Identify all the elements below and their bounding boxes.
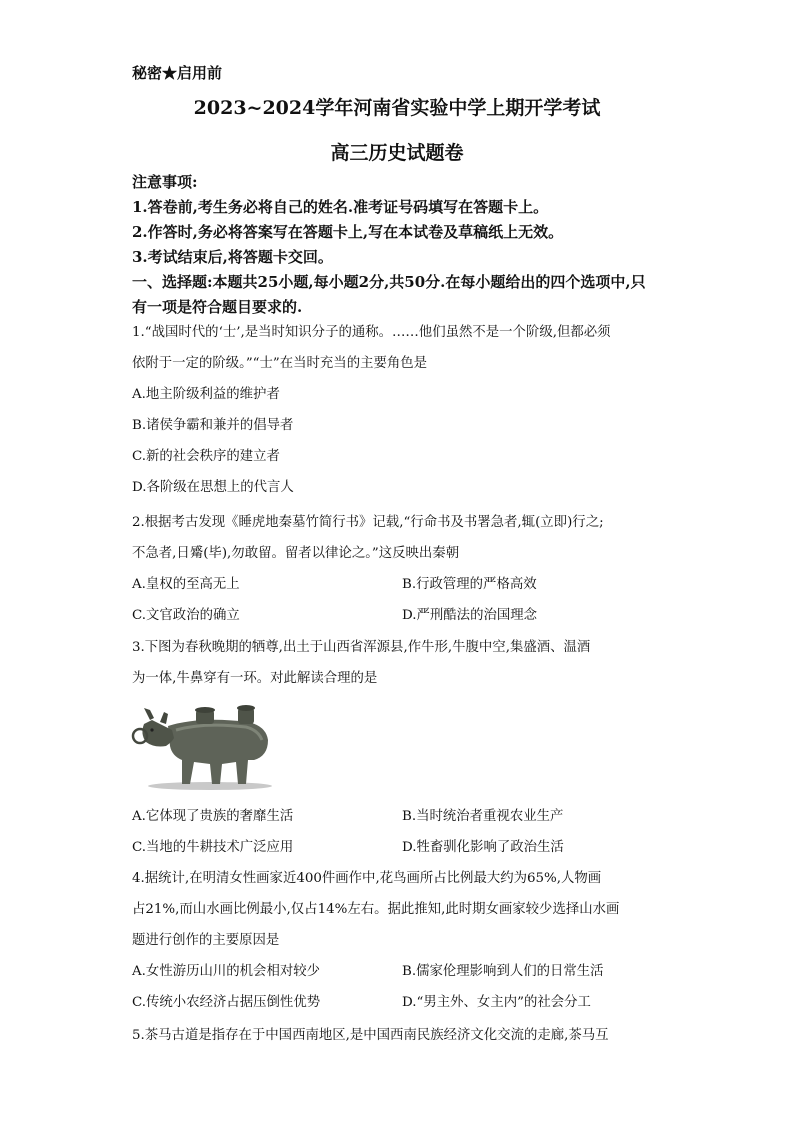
option-row [132, 801, 672, 832]
option-d: D.严刑酷法的治国理念 [402, 608, 538, 623]
exam-title: 2023~2024学年河南省实验中学上期开学考试 [193, 97, 601, 119]
question-5 [132, 1020, 672, 1051]
question-2 [132, 507, 672, 631]
option-row [132, 600, 672, 631]
notice-section [132, 170, 672, 320]
question-stem: 1.“战国时代的‘士’,是当时知识分子的通称。……他们虽然不是一个阶级,但都必须 [132, 325, 611, 340]
question-3-stem [132, 632, 672, 694]
confidential-label: 秘密★启用前 [132, 64, 223, 82]
question-stem: 5.茶马古道是指存在于中国西南地区,是中国西南民族经济文化交流的走廊,茶马互 [132, 1028, 609, 1043]
question-stem: 依附于一定的阶级。”“士”在当时充当的主要角色是 [132, 356, 428, 371]
notice-item: 2.作答时,务必将答案写在答题卡上,写在本试卷及草稿纸上无效。 [132, 223, 564, 241]
option-b: B.行政管理的严格高效 [402, 577, 537, 592]
option-d: D.“男主外、女主内”的社会分工 [402, 995, 591, 1010]
notice-item: 3.考试结束后,将答题卡交回。 [132, 248, 333, 266]
notice-item: 1.答卷前,考生务必将自己的姓名.准考证号码填写在答题卡上。 [132, 198, 549, 216]
option-c: C.文官政治的确立 [132, 608, 240, 623]
notice-heading: 注意事项: [132, 173, 198, 191]
bronze-ox-zun-image [130, 700, 280, 792]
question-stem: 3.下图为春秋晚期的牺尊,出土于山西省浑源县,作牛形,牛腹中空,集盛酒、温酒 [132, 640, 591, 655]
option-a: A.地主阶级利益的维护者 [132, 387, 280, 402]
option-c: C.传统小农经济占据压倒性优势 [132, 995, 321, 1010]
question-stem: 4.据统计,在明清女性画家近400件画作中,花鸟画所占比例最大约为65%,人物画 [132, 871, 602, 886]
question-stem: 为一体,牛鼻穿有一环。对此解读合理的是 [132, 671, 378, 686]
option-d: D.各阶级在思想上的代言人 [132, 480, 294, 495]
exam-subtitle: 高三历史试题卷 [330, 142, 464, 164]
question-1 [132, 317, 672, 503]
option-row [132, 832, 672, 863]
section-instruction: 一、选择题:本题共25小题,每小题2分,共50分.在每小题给出的四个选项中,只 [132, 273, 646, 291]
option-b: B.当时统治者重视农业生产 [402, 809, 564, 824]
option-c: C.当地的牛耕技术广泛应用 [132, 840, 294, 855]
question-stem: 不急者,日觱(毕),勿敢留。留者以律论之。”这反映出秦朝 [132, 546, 460, 561]
option-row [132, 569, 672, 600]
question-stem: 题进行创作的主要原因是 [132, 933, 280, 948]
option-c: C.新的社会秩序的建立者 [132, 449, 280, 464]
option-row [132, 956, 672, 987]
question-4 [132, 863, 672, 1018]
question-stem: 占21%,而山水画比例最小,仅占14%左右。据此推知,此时期女画家较少选择山水画 [132, 902, 620, 917]
option-a: A.它体现了贵族的奢靡生活 [132, 809, 294, 824]
option-a: A.皇权的至高无上 [132, 577, 240, 592]
option-d: D.牲畜驯化影响了政治生活 [402, 840, 564, 855]
option-a: A.女性游历山川的机会相对较少 [132, 964, 321, 979]
section-instruction: 有一项是符合题目要求的. [132, 298, 303, 316]
option-b: B.诸侯争霸和兼并的倡导者 [132, 418, 294, 433]
option-b: B.儒家伦理影响到人们的日常生活 [402, 964, 604, 979]
question-3-options [132, 801, 672, 863]
question-stem: 2.根据考古发现《睡虎地秦墓竹简行书》记载,“行命书及书署急者,辄(立即)行之; [132, 515, 604, 530]
option-row [132, 987, 672, 1018]
